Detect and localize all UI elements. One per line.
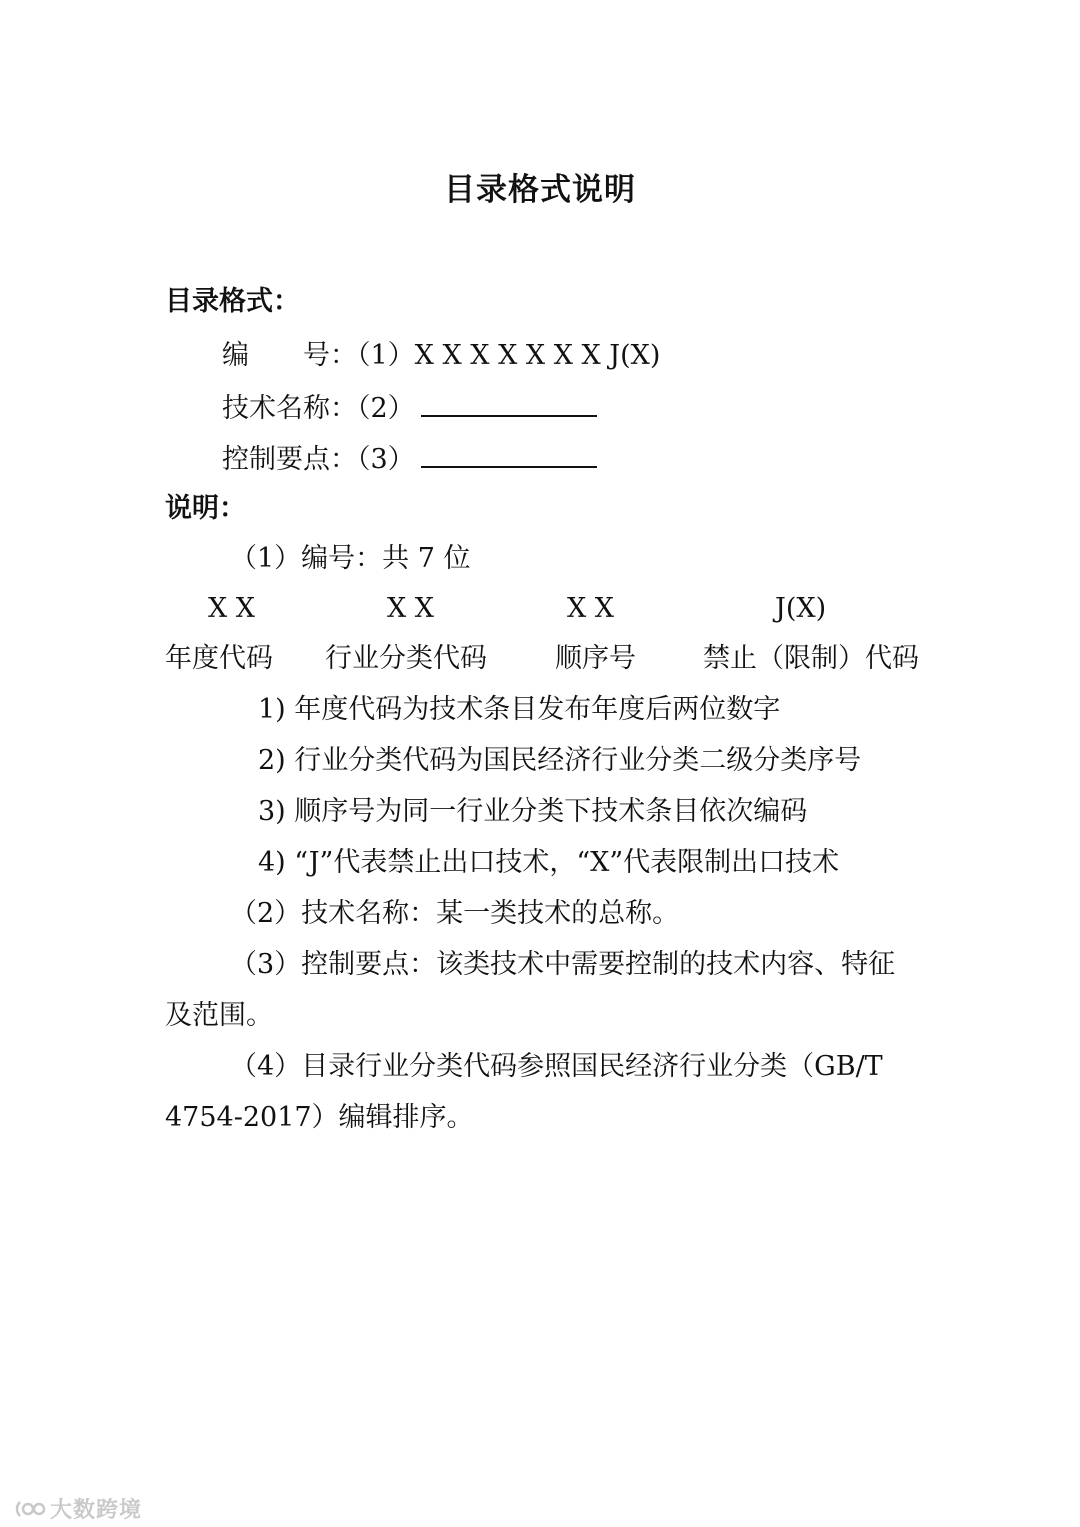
code-part-sequence: X X [567,593,615,624]
format-heading: 目录格式： [165,286,300,317]
watermark-text: 大数跨境 [50,1498,143,1523]
code-part-type: J(X) [775,593,827,624]
number-value: （1）X X X X X X X J(X) [357,340,661,371]
page-title: 目录格式说明 [444,172,636,208]
code-label-industry: 行业分类代码 [325,643,487,674]
control-points-value: （3） [357,444,415,475]
notes-heading: 说明： [165,493,246,524]
sub-item-3: 3) 顺序号为同一行业分类下技术条目依次编码 [258,796,808,827]
tech-name-value: （2） [357,393,415,424]
tech-name-row [222,391,597,425]
control-points-blank [421,442,597,468]
control-points-row [222,442,597,476]
note-4-line-2: 4754-2017）编辑排序。 [165,1102,474,1133]
number-row [222,340,660,372]
note-3-line-2: 及范围。 [165,1000,273,1031]
number-label: 编 号： [222,340,357,371]
tech-name-blank [421,391,597,417]
note-1: （1）编号：共 7 位 [230,543,471,574]
tech-name-label: 技术名称： [222,393,357,424]
sub-item-4: 4) “J”代表禁止出口技术，“X”代表限制出口技术 [258,847,840,878]
code-label-type: 禁止（限制）代码 [703,643,919,674]
watermark [14,1493,142,1524]
code-part-year: X X [208,593,256,624]
note-3-line-1: （3）控制要点：该类技术中需要控制的技术内容、特征 [230,949,896,980]
control-points-label: 控制要点： [222,444,357,475]
watermark-logo-icon [14,1498,46,1520]
code-label-year: 年度代码 [165,643,273,674]
sub-item-1: 1) 年度代码为技术条目发布年度后两位数字 [258,694,781,725]
note-2: （2）技术名称：某一类技术的总称。 [230,898,680,929]
sub-item-2: 2) 行业分类代码为国民经济行业分类二级分类序号 [258,745,862,776]
code-label-sequence: 顺序号 [555,643,636,674]
note-4-line-1: （4）目录行业分类代码参照国民经济行业分类（GB/T [230,1051,883,1082]
code-part-industry: X X [387,593,435,624]
